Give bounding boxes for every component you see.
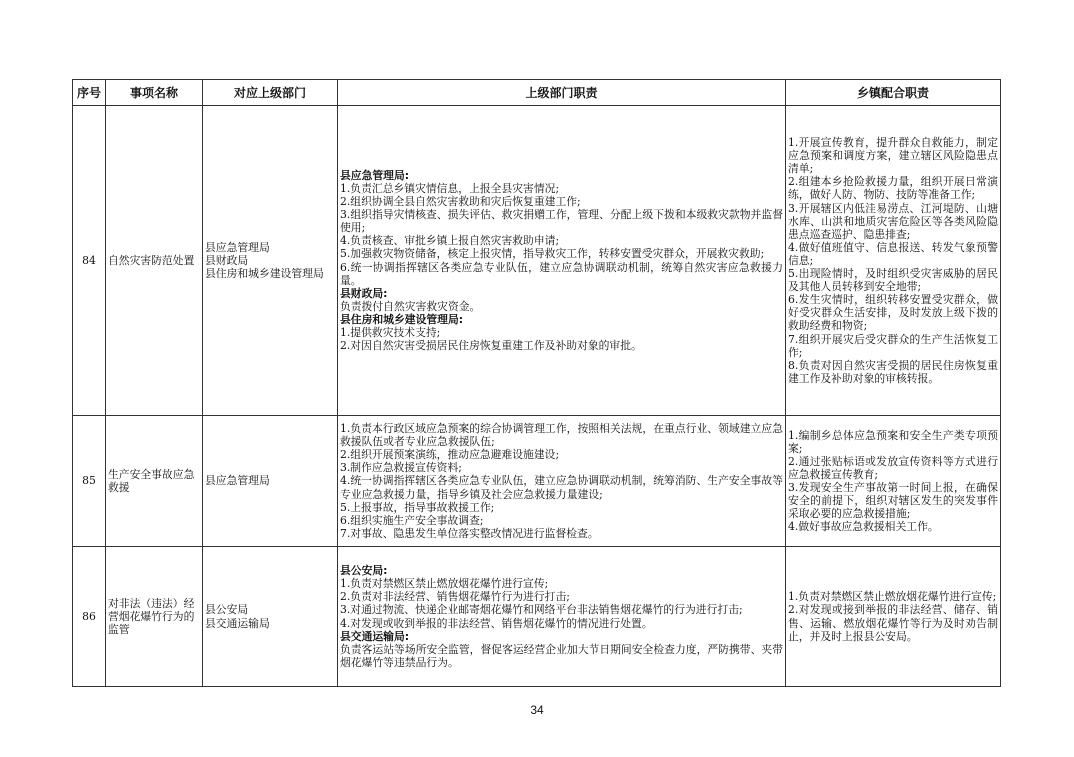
row-number: 86 <box>73 547 106 687</box>
header-superior-dept: 对应上级部门 <box>203 80 338 106</box>
duty-item: 1.提供救灾技术支持; <box>340 325 441 339</box>
department-heading: 县财政局: <box>340 286 388 300</box>
page-number: 34 <box>530 703 544 717</box>
superior-departments <box>203 416 338 547</box>
row-number: 85 <box>73 416 106 547</box>
header-seq: 序号 <box>73 80 106 106</box>
duty-item: 4.对发现或收到举报的非法经营、销售烟花爆竹的情况进行处置。 <box>340 616 653 630</box>
duty-item: 1.负责汇总乡镇灾情信息，上报全县灾害情况; <box>340 181 560 195</box>
duty-item: 5.加强救灾物资储备，核定上报灾情，指导救灾工作，转移安置受灾群众，开展救灾救助; <box>340 247 765 261</box>
table-row <box>73 547 1001 687</box>
township-duty-item: 3.发现安全生产事故第一时间上报，在确保安全的前提下，组织对辖区发生的突发事件采取必要的应急救援措施; <box>788 481 998 521</box>
duties-table <box>72 79 1001 687</box>
table-header-row <box>73 80 1001 106</box>
township-duties <box>786 547 1001 687</box>
township-duty-item: 6.发生灾情时，组织转移安置受灾群众，做好受灾群众生活安排，及时发放上级下拨的救助经费和物资; <box>788 293 998 333</box>
township-duty-item: 8.负责对因自然灾害受损的居民住房恢复重建工作及补助对象的审核转报。 <box>788 358 998 385</box>
department-heading: 县交通运输局: <box>340 629 410 643</box>
item-name: 自然灾害防范处置 <box>106 106 203 416</box>
township-duty-item: 1.开展宣传教育，提升群众自救能力，制定应急预案和调度方案，建立辖区风险隐患点清单; <box>788 136 998 176</box>
superior-duties <box>338 547 786 687</box>
department-name: 县住房和城乡建设管理局 <box>205 267 324 281</box>
township-duty-item: 2.对发现或接到举报的非法经营、储存、销售、运输、燃放烟花爆竹等行为及时劝告制止，并及时上报县公安局。 <box>788 603 998 643</box>
header-item-name: 事项名称 <box>106 80 203 106</box>
township-duty-item: 1.负责对禁燃区禁止燃放烟花爆竹进行宣传; <box>788 590 997 604</box>
department-name: 县应急管理局 <box>205 474 270 488</box>
table-row <box>73 416 1001 547</box>
duty-item: 4.统一协调指挥辖区各类应急专业队伍，建立应急协调联动机制，统筹消防、生产安全事故等专业应急救援力量，指导乡镇及社会应急救援力量建设; <box>340 474 783 501</box>
township-duty-item: 3.开展辖区内低洼易涝点、江河堤防、山塘水库、山洪和地质灾害危险区等各类风险隐患点巡查巡护、隐患排查; <box>788 201 998 241</box>
duty-item: 3.组织指导灾情核查、损失评估、救灾捐赠工作，管理、分配上级下拨和本级救灾款物并监督使用; <box>340 208 783 235</box>
duty-item: 4.负责核查、审批乡镇上报自然灾害救助申请; <box>340 234 560 248</box>
township-duty-item: 4.做好值班值守、信息报送、转发气象预警信息; <box>788 240 998 267</box>
township-duty-item: 5.出现险情时，及时组织受灾害威胁的居民及其他人员转移到安全地带; <box>788 267 998 294</box>
duty-item: 6.组织实施生产安全事故调查; <box>340 513 484 527</box>
duty-item: 2.组织开展预案演练，推动应急避难设施建设; <box>340 448 560 462</box>
duty-item: 负责客运站等场所安全监管，督促客运经营企业加大节日期间安全检查力度，严防携带、夹带烟花爆竹等违禁品行为。 <box>340 642 783 669</box>
duty-item: 5.上报事故，指导事故救援工作; <box>340 500 495 514</box>
duty-item: 3.制作应急救援宣传资料; <box>340 461 462 475</box>
duty-item: 3.对通过物流、快递企业邮寄烟花爆竹和网络平台非法销售烟花爆竹的行为进行打击; <box>340 603 743 617</box>
department-heading: 县住房和城乡建设管理局: <box>340 312 464 326</box>
duty-item: 1.负责本行政区域应急预案的综合协调管理工作，按照相关法规，在重点行业、领域建立应急救援队伍或者专业应急救援队伍; <box>340 422 783 449</box>
superior-departments <box>203 106 338 416</box>
department-heading: 县公安局: <box>340 564 388 578</box>
superior-duties <box>338 416 786 547</box>
duty-item: 2.对因自然灾害受损居民住房恢复重建工作及补助对象的审批。 <box>340 339 642 353</box>
department-name: 县公安局 <box>205 603 249 617</box>
item-name: 对非法（违法）经营烟花爆竹行为的监管 <box>106 547 203 687</box>
header-superior-duties: 上级部门职责 <box>338 80 786 106</box>
department-name: 县交通运输局 <box>205 616 270 630</box>
duty-item: 1.负责对禁燃区禁止燃放烟花爆竹进行宣传; <box>340 577 549 591</box>
item-name: 生产安全事故应急救援 <box>106 416 203 547</box>
superior-departments <box>203 547 338 687</box>
department-heading: 县应急管理局: <box>340 168 410 182</box>
row-number: 84 <box>73 106 106 416</box>
superior-duties <box>338 106 786 416</box>
duty-item: 负责拨付自然灾害救灾资金。 <box>340 299 481 313</box>
department-name: 县财政局 <box>205 253 249 267</box>
duty-item: 2.负责对非法经营、销售烟花爆竹行为进行打击; <box>340 590 570 604</box>
township-duties <box>786 416 1001 547</box>
header-township-duties: 乡镇配合职责 <box>786 80 1001 106</box>
duty-item: 2.组织协调全县自然灾害救助和灾后恢复重建工作; <box>340 195 581 209</box>
township-duties <box>786 106 1001 416</box>
township-duty-item: 2.通过张贴标语或发放宣传资料等方式进行应急救援宣传教育; <box>788 454 998 481</box>
duty-item: 6.统一协调指挥辖区各类应急专业队伍，建立应急协调联动机制，统筹自然灾害应急救援力量。 <box>340 260 783 287</box>
department-name: 县应急管理局 <box>205 240 270 254</box>
township-duty-item: 4.做好事故应急救援相关工作。 <box>788 520 939 534</box>
table-row <box>73 106 1001 416</box>
duty-item: 7.对事故、隐患发生单位落实整改情况进行监督检查。 <box>340 526 599 540</box>
township-duty-item: 2.组建本乡抢险救援力量，组织开展日常演练，做好人防、物防、技防等准备工作; <box>788 175 998 202</box>
township-duty-item: 7.组织开展灾后受灾群众的生产生活恢复工作; <box>788 332 998 359</box>
township-duty-item: 1.编制乡总体应急预案和安全生产类专项预案; <box>788 428 998 455</box>
